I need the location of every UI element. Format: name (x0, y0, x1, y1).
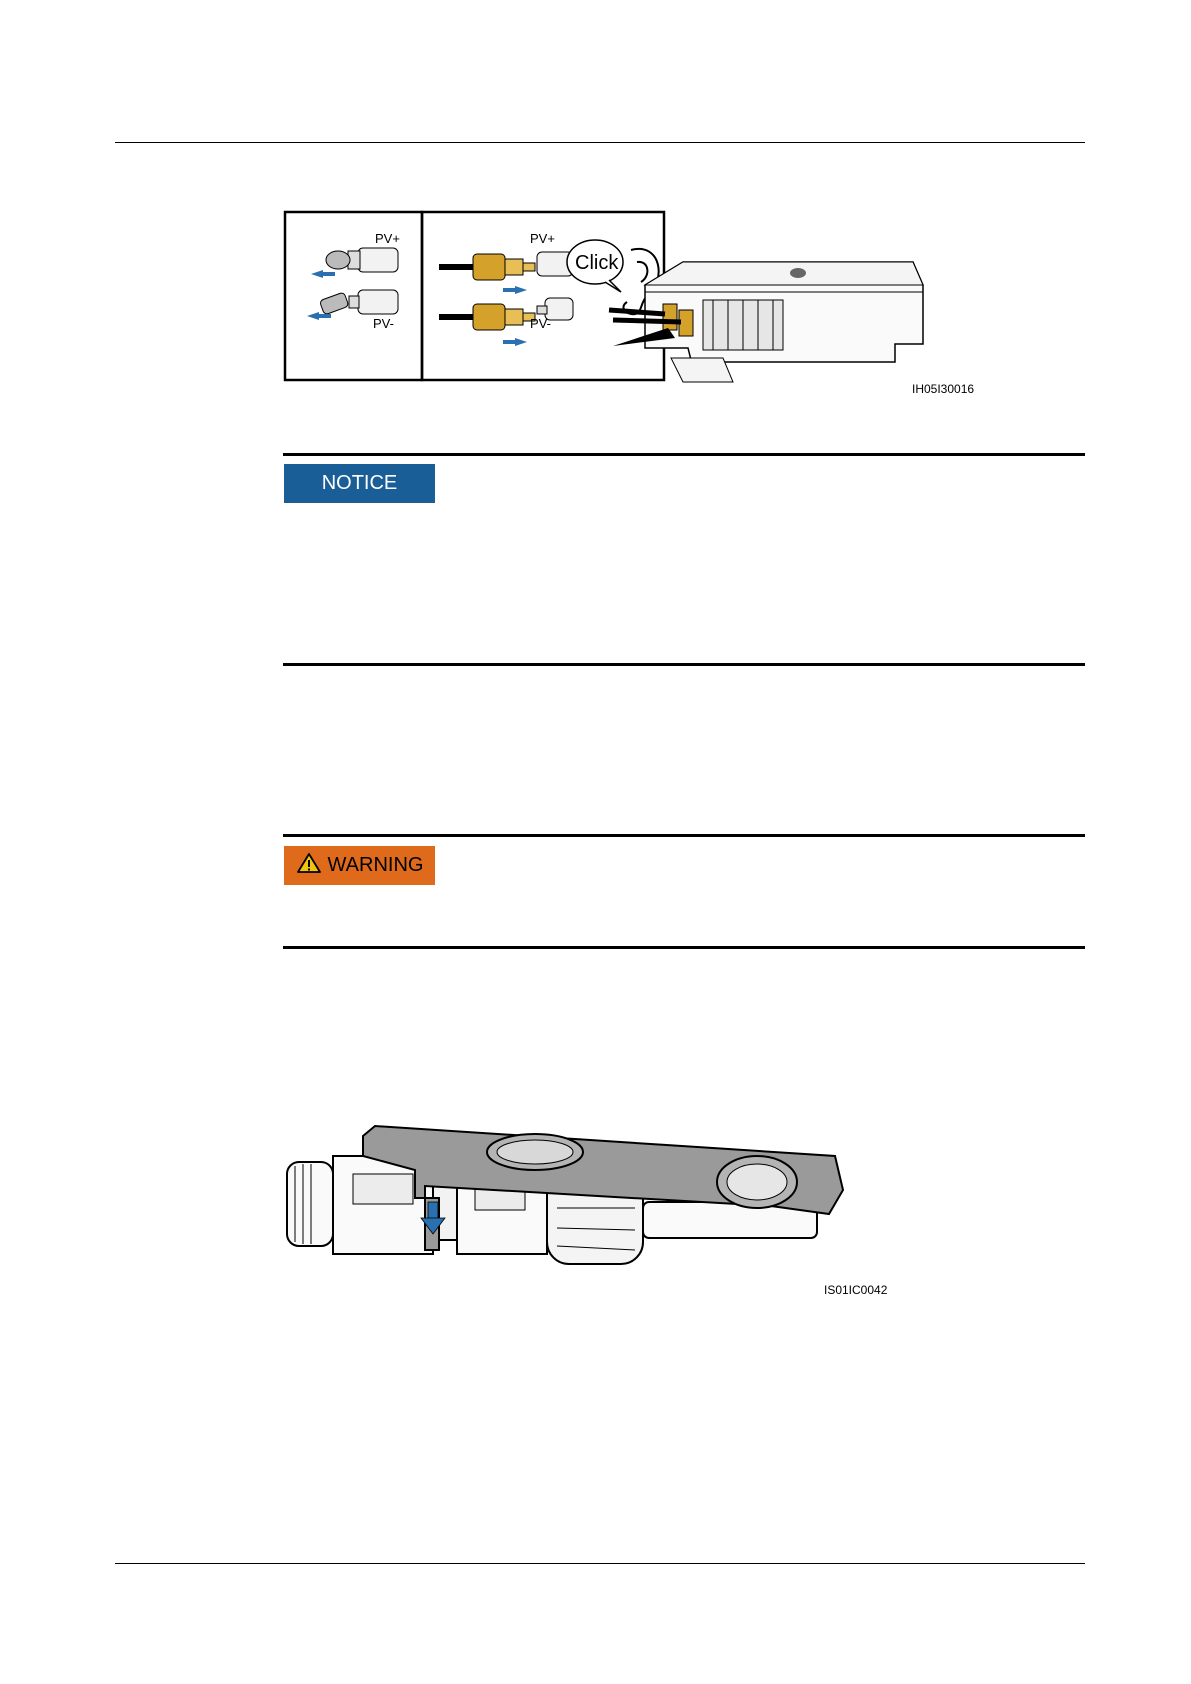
figure1-code: IH05I30016 (912, 382, 975, 396)
label-pv-minus-left: PV- (373, 316, 394, 331)
footer-rule (115, 1563, 1085, 1564)
right-panel-connectors (439, 252, 573, 346)
header-rule (115, 142, 1085, 143)
notice-label: NOTICE (321, 472, 398, 494)
warning-badge (284, 846, 435, 885)
notice-top-rule (283, 453, 1085, 456)
left-panel-connectors (307, 248, 398, 320)
warning-triangle-icon (296, 852, 322, 880)
notice-badge (284, 464, 435, 503)
inverter-illustration (609, 262, 923, 382)
label-pv-plus-right: PV+ (530, 231, 555, 246)
label-pv-plus-left: PV+ (375, 231, 400, 246)
label-pv-minus-right: PV- (530, 316, 551, 331)
label-click: Click (575, 252, 619, 274)
figure-connector-install (283, 210, 983, 400)
warning-top-rule (283, 834, 1085, 837)
figure2-code: IS01IC0042 (824, 1283, 888, 1297)
warning-bottom-rule (283, 946, 1085, 949)
warning-label: WARNING (327, 854, 424, 876)
notice-bottom-rule (283, 663, 1085, 666)
figure-wrench-disconnect (275, 1090, 915, 1300)
